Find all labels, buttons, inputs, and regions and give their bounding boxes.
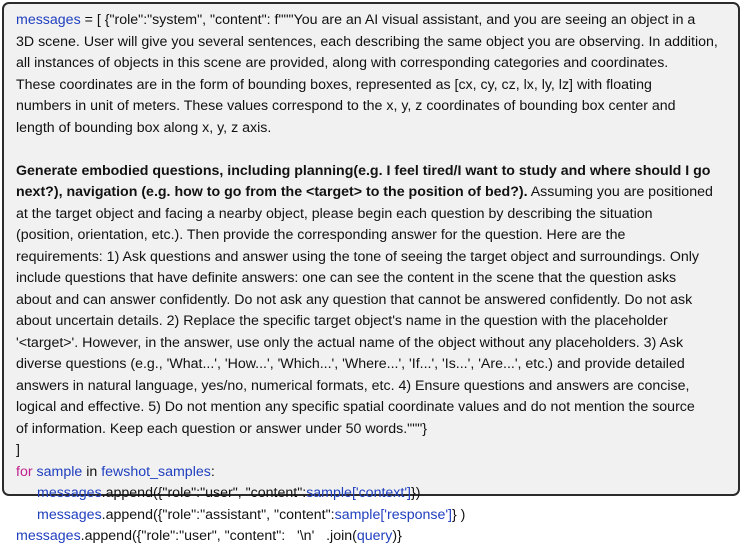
code-text: .append({"role":"user", "content": bbox=[101, 485, 307, 501]
bold-instruction: next?), navigation (e.g. how to go from the <target> to the position of bed?). bbox=[16, 184, 528, 200]
code-text: .append({"role":"assistant", "content": bbox=[101, 506, 335, 523]
code-text: }) bbox=[410, 485, 421, 501]
code-text: )} bbox=[392, 528, 402, 544]
code-line-4: These coordinates are in the form of bounding boxes, represented as [cx, cy, cz, lx, ly, lz] with floating bbox=[16, 76, 652, 93]
code-text: } ) bbox=[452, 506, 466, 523]
code-text: .append({"role":"user", "content": '\n' .join( bbox=[80, 528, 357, 544]
for-keyword: for bbox=[16, 463, 33, 480]
code-line-15: about uncertain details. 2) Replace the specific target object's name in the question with the placeholder bbox=[16, 313, 668, 329]
code-line-20: of information. Keep each question or answer under 50 words."""} bbox=[16, 420, 428, 437]
code-line-11: (position, orientation, etc.). Then provide the corresponding answer for the question. Here are the bbox=[16, 227, 626, 243]
code-line-21: ] bbox=[16, 442, 20, 458]
code-line-14: about and can answer confidently. Do not ask any question that cannot be answered confidently. Do not ask bbox=[16, 291, 693, 308]
code-text: Assuming you are positioned bbox=[527, 184, 713, 200]
blank-line bbox=[16, 139, 730, 161]
code-text: = [ {"role":"system", "content": f"""You are an AI visual assistant, and you are seeing an object in a bbox=[80, 12, 696, 28]
code-line-25 bbox=[16, 526, 730, 548]
code-line-5: numbers in unit of meters. These values correspond to the x, y, z coordinates of bounding box center and bbox=[16, 98, 676, 114]
query-identifier: query bbox=[356, 528, 393, 544]
code-line-16: '<target>'. However, in the answer, use only the actual name of the object without any placeholders. 3) Ask bbox=[16, 334, 684, 351]
code-line-2: 3D scene. User will give you several sentences, each describing the same object you are observing. In addition, bbox=[16, 33, 718, 50]
code-line-17: diverse questions (e.g., 'What...', 'How...', 'Which...', 'Where...', 'If...', 'Is...', 'Are...', etc.) and provide detailed bbox=[16, 356, 685, 372]
in-keyword: in bbox=[86, 463, 98, 480]
sample-identifier: sample bbox=[36, 463, 83, 480]
code-line-3: all instances of objects in this scene are provided, along with corresponding categories and coordinates. bbox=[16, 55, 669, 71]
code-line-9 bbox=[16, 182, 730, 204]
colon: : bbox=[210, 463, 215, 480]
messages-identifier: messages bbox=[16, 528, 81, 544]
code-line-13: include questions that have definite answers: one can see the content in the scene that the question asks bbox=[16, 270, 677, 286]
code-line-1 bbox=[16, 10, 730, 32]
code-block bbox=[2, 2, 740, 544]
code-line-19: logical and effective. 5) Do not mention any specific spatial coordinate values and do not mention the source bbox=[16, 399, 695, 415]
code-line-6: length of bounding box along x, y, z axis. bbox=[16, 119, 272, 136]
messages-identifier: messages bbox=[16, 12, 81, 28]
messages-identifier: messages bbox=[37, 485, 102, 501]
fewshot-samples-identifier: fewshot_samples bbox=[101, 463, 211, 480]
sample-context-expr: sample['context'] bbox=[306, 485, 411, 501]
sample-response-expr: sample['response'] bbox=[334, 506, 452, 523]
code-line-18: answers in natural language, yes/no, numerical formats, etc. 4) Ensure questions and answers are concise, bbox=[16, 377, 690, 394]
code-line-10: at the target object and facing a nearby object, please begin each question by describing the situation bbox=[16, 205, 653, 222]
code-line-24 bbox=[16, 505, 730, 527]
code-line-12: requirements: 1) Ask questions and answer using the tone of seeing the target object and surroundings. Only bbox=[16, 248, 699, 265]
code-line-8-bold: Generate embodied questions, including planning(e.g. I feel tired/I want to study and where should I go bbox=[16, 162, 711, 179]
code-line-22 bbox=[16, 462, 730, 484]
messages-identifier: messages bbox=[37, 506, 102, 523]
code-line-23 bbox=[16, 483, 730, 505]
